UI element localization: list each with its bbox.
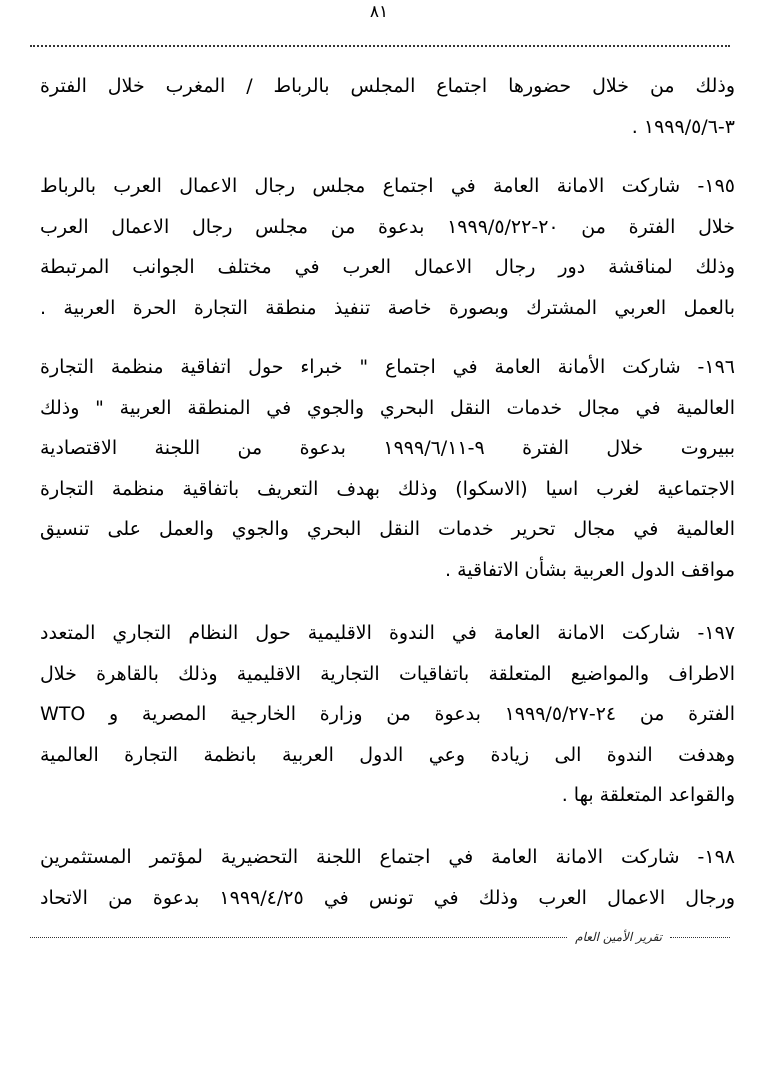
text-line: مواقف الدول العربية بشأن الاتفاقية . xyxy=(445,558,735,581)
text-line: خلال الفترة من ٢٠-١٩٩٩/٥/٢٢ بدعوة من مجلس رجال الاعمال العرب xyxy=(40,215,735,238)
text-line: ببيروت خلال الفترة ٩-١٩٩٩/٦/١١ بدعوة من اللجنة الاقتصادية xyxy=(40,437,736,459)
text-line: العالمية في مجال خدمات النقل البحري والجوي في المنطقة العربية " وذلك xyxy=(40,396,735,419)
text-line: والقواعد المتعلقة بها . xyxy=(561,784,735,806)
header-divider xyxy=(30,45,730,47)
paragraph-195 xyxy=(40,166,735,328)
text-line: وذلك لمناقشة دور رجال الاعمال العرب في مختلف الجوانب المرتبطة xyxy=(40,256,735,278)
text-line: الاطراف والمواضيع المتعلقة باتفاقيات التجارية الاقليمية وذلك بالقاهرة خلال xyxy=(40,662,735,685)
text-line: بالعمل العربي المشترك وبصورة خاصة تنفيذ منطقة التجارة الحرة العربية . xyxy=(40,296,735,319)
continuation-paragraph xyxy=(40,66,735,147)
text-line: العالمية في مجال تحرير خدمات النقل البحري والجوي والعمل على تنسيق xyxy=(40,518,735,540)
text-line: ورجال الاعمال العرب وذلك في تونس في ١٩٩٩/٤/٢٥ بدعوة من الاتحاد xyxy=(40,886,735,909)
text-line: ١٩٧- شاركت الامانة العامة في الندوة الاقليمية حول النظام التجاري المتعدد xyxy=(40,622,735,644)
footer-divider-right xyxy=(670,937,730,938)
page-footer xyxy=(30,930,730,944)
text-line: وهدفت الندوة الى زيادة وعي الدول العربية بانظمة التجارة العالمية xyxy=(40,743,735,766)
text-line: الفترة من ٢٤-١٩٩٩/٥/٢٧ بدعوة من وزارة الخارجية المصرية و WTO xyxy=(40,703,735,725)
text-line: الاجتماعية لغرب اسيا (الاسكوا) وذلك بهدف التعريف باتفاقية منظمة التجارة xyxy=(40,477,735,500)
text-line: ١٩٦- شاركت الأمانة العامة في اجتماع " خبراء حول اتفاقية منظمة التجارة xyxy=(40,356,735,378)
text-line: ١٩٥- شاركت الامانة العامة في اجتماع مجلس رجال الاعمال العرب بالرباط xyxy=(40,175,735,197)
text-line: ٣-١٩٩٩/٥/٦ . xyxy=(631,115,735,138)
paragraph-198 xyxy=(40,837,735,918)
paragraph-196 xyxy=(40,347,735,590)
page-number: ٨١ xyxy=(369,2,389,22)
text-line: وذلك من خلال حضورها اجتماع المجلس بالرباط / المغرب خلال الفترة xyxy=(40,75,735,97)
footer-divider-left xyxy=(30,937,567,938)
footer-title: تقرير الأمين العام xyxy=(575,930,662,944)
paragraph-197 xyxy=(40,613,735,816)
text-line: ١٩٨- شاركت الامانة العامة في اجتماع اللجنة التحضيرية لمؤتمر المستثمرين xyxy=(40,846,735,868)
